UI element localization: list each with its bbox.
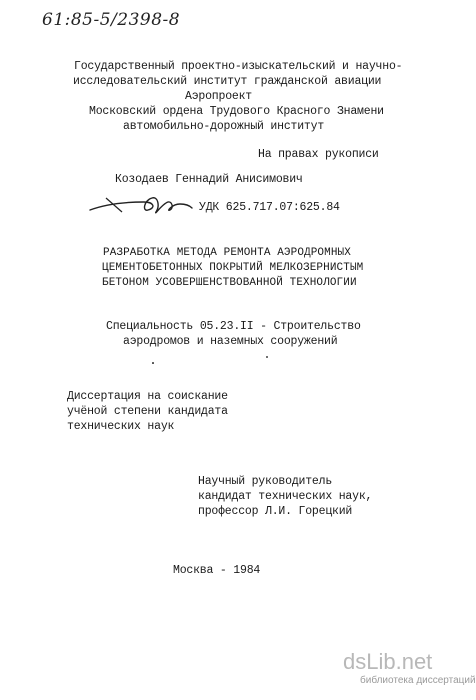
- manuscript-rights: На правах рукописи: [258, 148, 379, 161]
- dissertation-line-2: учёной степени кандидата: [67, 405, 228, 418]
- catalog-mark-handwritten: 61:85-5/2398-8: [42, 10, 181, 30]
- institution-line-5: автомобильно-дорожный институт: [123, 120, 325, 133]
- scan-speck: [152, 362, 154, 364]
- dissertation-line-1: Диссертация на соискание: [67, 390, 228, 403]
- udc-code: УДК 625.717.07:625.84: [199, 201, 340, 214]
- place-and-year: Москва - 1984: [173, 564, 261, 577]
- scan-speck: [266, 356, 268, 358]
- supervisor-line-2: кандидат технических наук,: [198, 490, 373, 503]
- supervisor-line-3: профессор Л.И. Горецкий: [198, 505, 353, 518]
- thesis-title-line-2: ЦЕМЕНТОБЕТОННЫХ ПОКРЫТИЙ МЕЛКОЗЕРНИСТЫМ: [102, 262, 364, 274]
- institution-line-3: Аэропроект: [185, 90, 253, 103]
- specialty-line-1: Специальность 05.23.II - Строительство: [106, 320, 361, 333]
- institution-line-2: исследовательский институт гражданской авиации: [73, 75, 382, 88]
- author-name: Козодаев Геннадий Анисимович: [115, 173, 303, 186]
- thesis-title-line-1: РАЗРАБОТКА МЕТОДА РЕМОНТА АЭРОДРОМНЫХ: [103, 247, 351, 259]
- watermark-subtitle: библиотека диссертаций: [360, 675, 476, 686]
- institution-line-4: Московский ордена Трудового Красного Знамени: [89, 105, 384, 118]
- institution-line-1: Государственный проектно-изыскательский и научно-: [74, 60, 403, 73]
- supervisor-line-1: Научный руководитель: [198, 475, 333, 488]
- dissertation-line-3: технических наук: [67, 420, 175, 433]
- author-signature: [86, 190, 196, 218]
- thesis-title-line-3: БЕТОНОМ УСОВЕРШЕНСТВОВАННОЙ ТЕХНОЛОГИИ: [102, 277, 357, 289]
- watermark-logo: dsLib.net: [343, 649, 433, 674]
- specialty-line-2: аэродромов и наземных сооружений: [123, 335, 338, 348]
